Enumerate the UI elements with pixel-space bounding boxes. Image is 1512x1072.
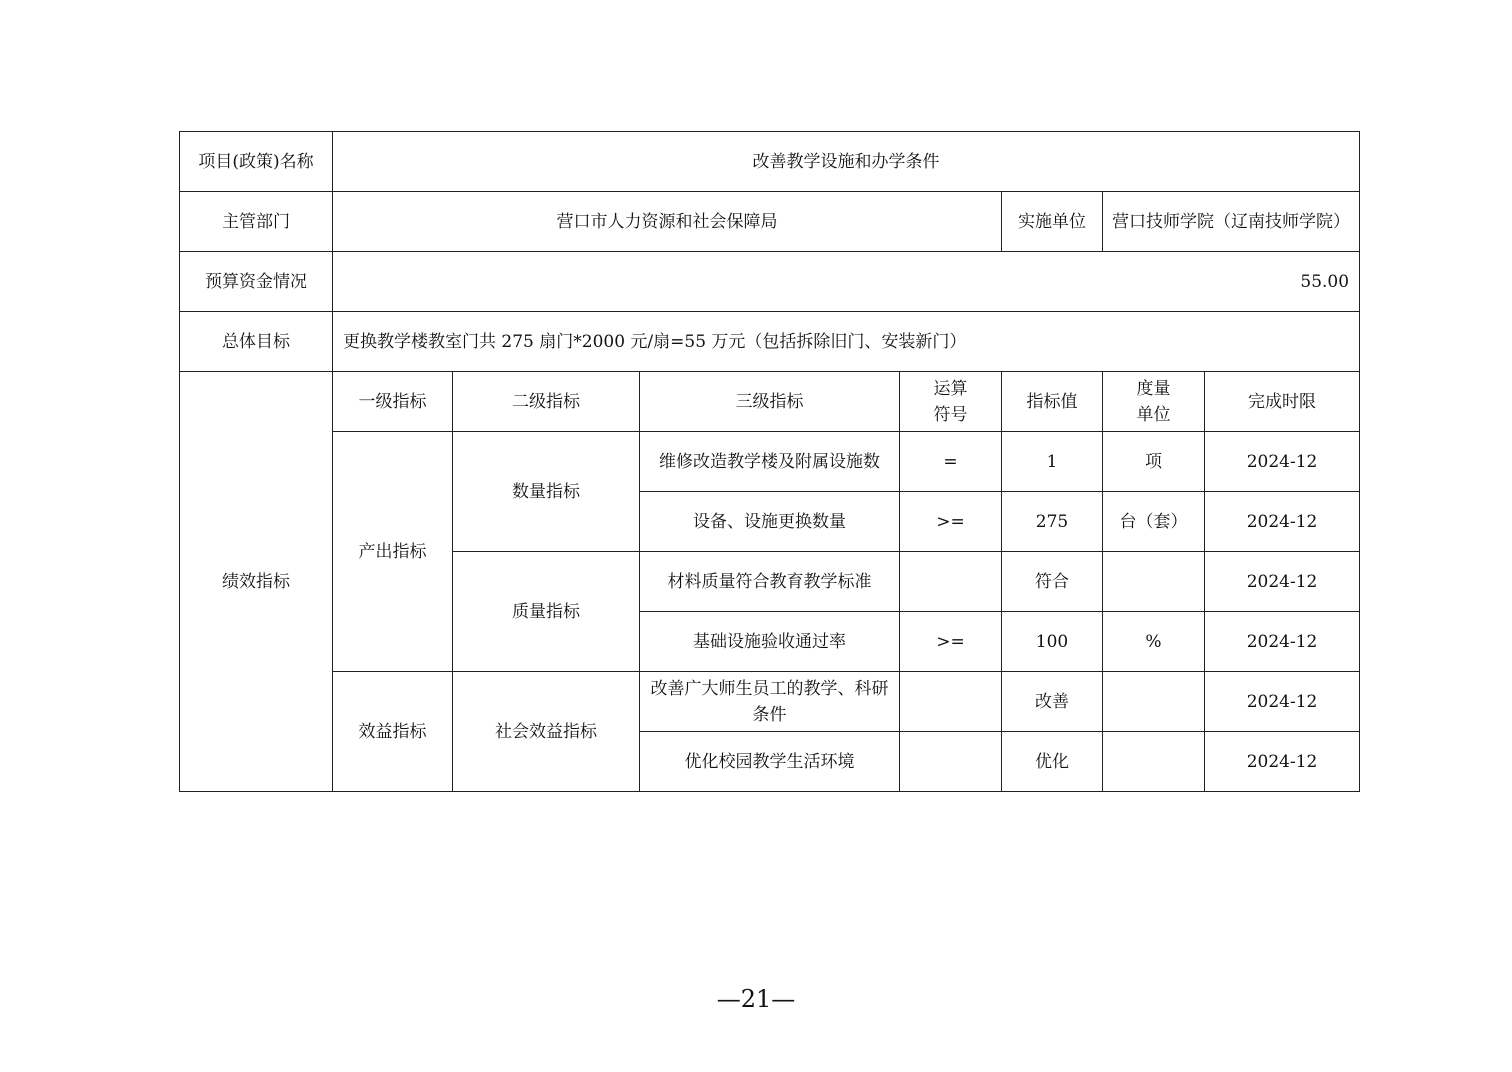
row-val: 100 [1002,612,1103,672]
row-unit: 项 [1103,432,1205,492]
header-l2: 二级指标 [453,372,640,432]
row-deadline: 2024-12 [1205,732,1360,792]
perf-label: 绩效指标 [180,372,333,792]
dept-value: 营口市人力资源和社会保障局 [333,192,1002,252]
table-row [180,672,1360,732]
l1-output: 产出指标 [333,432,453,672]
row-unit [1103,672,1205,732]
row-l3: 材料质量符合教育教学标准 [640,552,900,612]
row-val: 优化 [1002,732,1103,792]
row-unit: % [1103,612,1205,672]
header-val: 指标值 [1002,372,1103,432]
row-unit: 台（套） [1103,492,1205,552]
row-op [900,732,1002,792]
l2-quality: 质量指标 [453,552,640,672]
header-deadline: 完成时限 [1205,372,1360,432]
row-op [900,552,1002,612]
row-deadline: 2024-12 [1205,432,1360,492]
row-op: >= [900,612,1002,672]
row-l3: 设备、设施更换数量 [640,492,900,552]
goal-value: 更换教学楼教室门共 275 扇门*2000 元/扇=55 万元（包括拆除旧门、安装新门） [333,312,1360,372]
budget-label: 预算资金情况 [180,252,333,312]
l2-quantity: 数量指标 [453,432,640,552]
row-l3: 维修改造教学楼及附属设施数 [640,432,900,492]
header-op: 运算 符号 [900,372,1002,432]
row-deadline: 2024-12 [1205,612,1360,672]
perf-header-row [180,372,1360,432]
header-l1: 一级指标 [333,372,453,432]
row-unit [1103,732,1205,792]
budget-row [180,252,1360,312]
table-row [180,432,1360,492]
project-value: 改善教学设施和办学条件 [333,132,1360,192]
row-unit [1103,552,1205,612]
performance-table [179,131,1360,792]
budget-value: 55.00 [333,252,1360,312]
row-val: 改善 [1002,672,1103,732]
page-number: —21— [716,985,796,1013]
dept-row [180,192,1360,252]
row-op [900,672,1002,732]
goal-row [180,312,1360,372]
unit-label: 实施单位 [1002,192,1103,252]
dept-label: 主管部门 [180,192,333,252]
header-unit: 度量 单位 [1103,372,1205,432]
row-deadline: 2024-12 [1205,552,1360,612]
project-row [180,132,1360,192]
row-l3: 改善广大师生员工的教学、科研条件 [640,672,900,732]
l1-benefit: 效益指标 [333,672,453,792]
row-op: >= [900,492,1002,552]
unit-value: 营口技师学院（辽南技师学院） [1103,192,1360,252]
header-l3: 三级指标 [640,372,900,432]
row-val: 275 [1002,492,1103,552]
row-l3: 基础设施验收通过率 [640,612,900,672]
row-val: 1 [1002,432,1103,492]
project-label: 项目(政策)名称 [180,132,333,192]
l2-social: 社会效益指标 [453,672,640,792]
row-val: 符合 [1002,552,1103,612]
row-l3: 优化校园教学生活环境 [640,732,900,792]
row-deadline: 2024-12 [1205,672,1360,732]
row-op: = [900,432,1002,492]
goal-label: 总体目标 [180,312,333,372]
row-deadline: 2024-12 [1205,492,1360,552]
